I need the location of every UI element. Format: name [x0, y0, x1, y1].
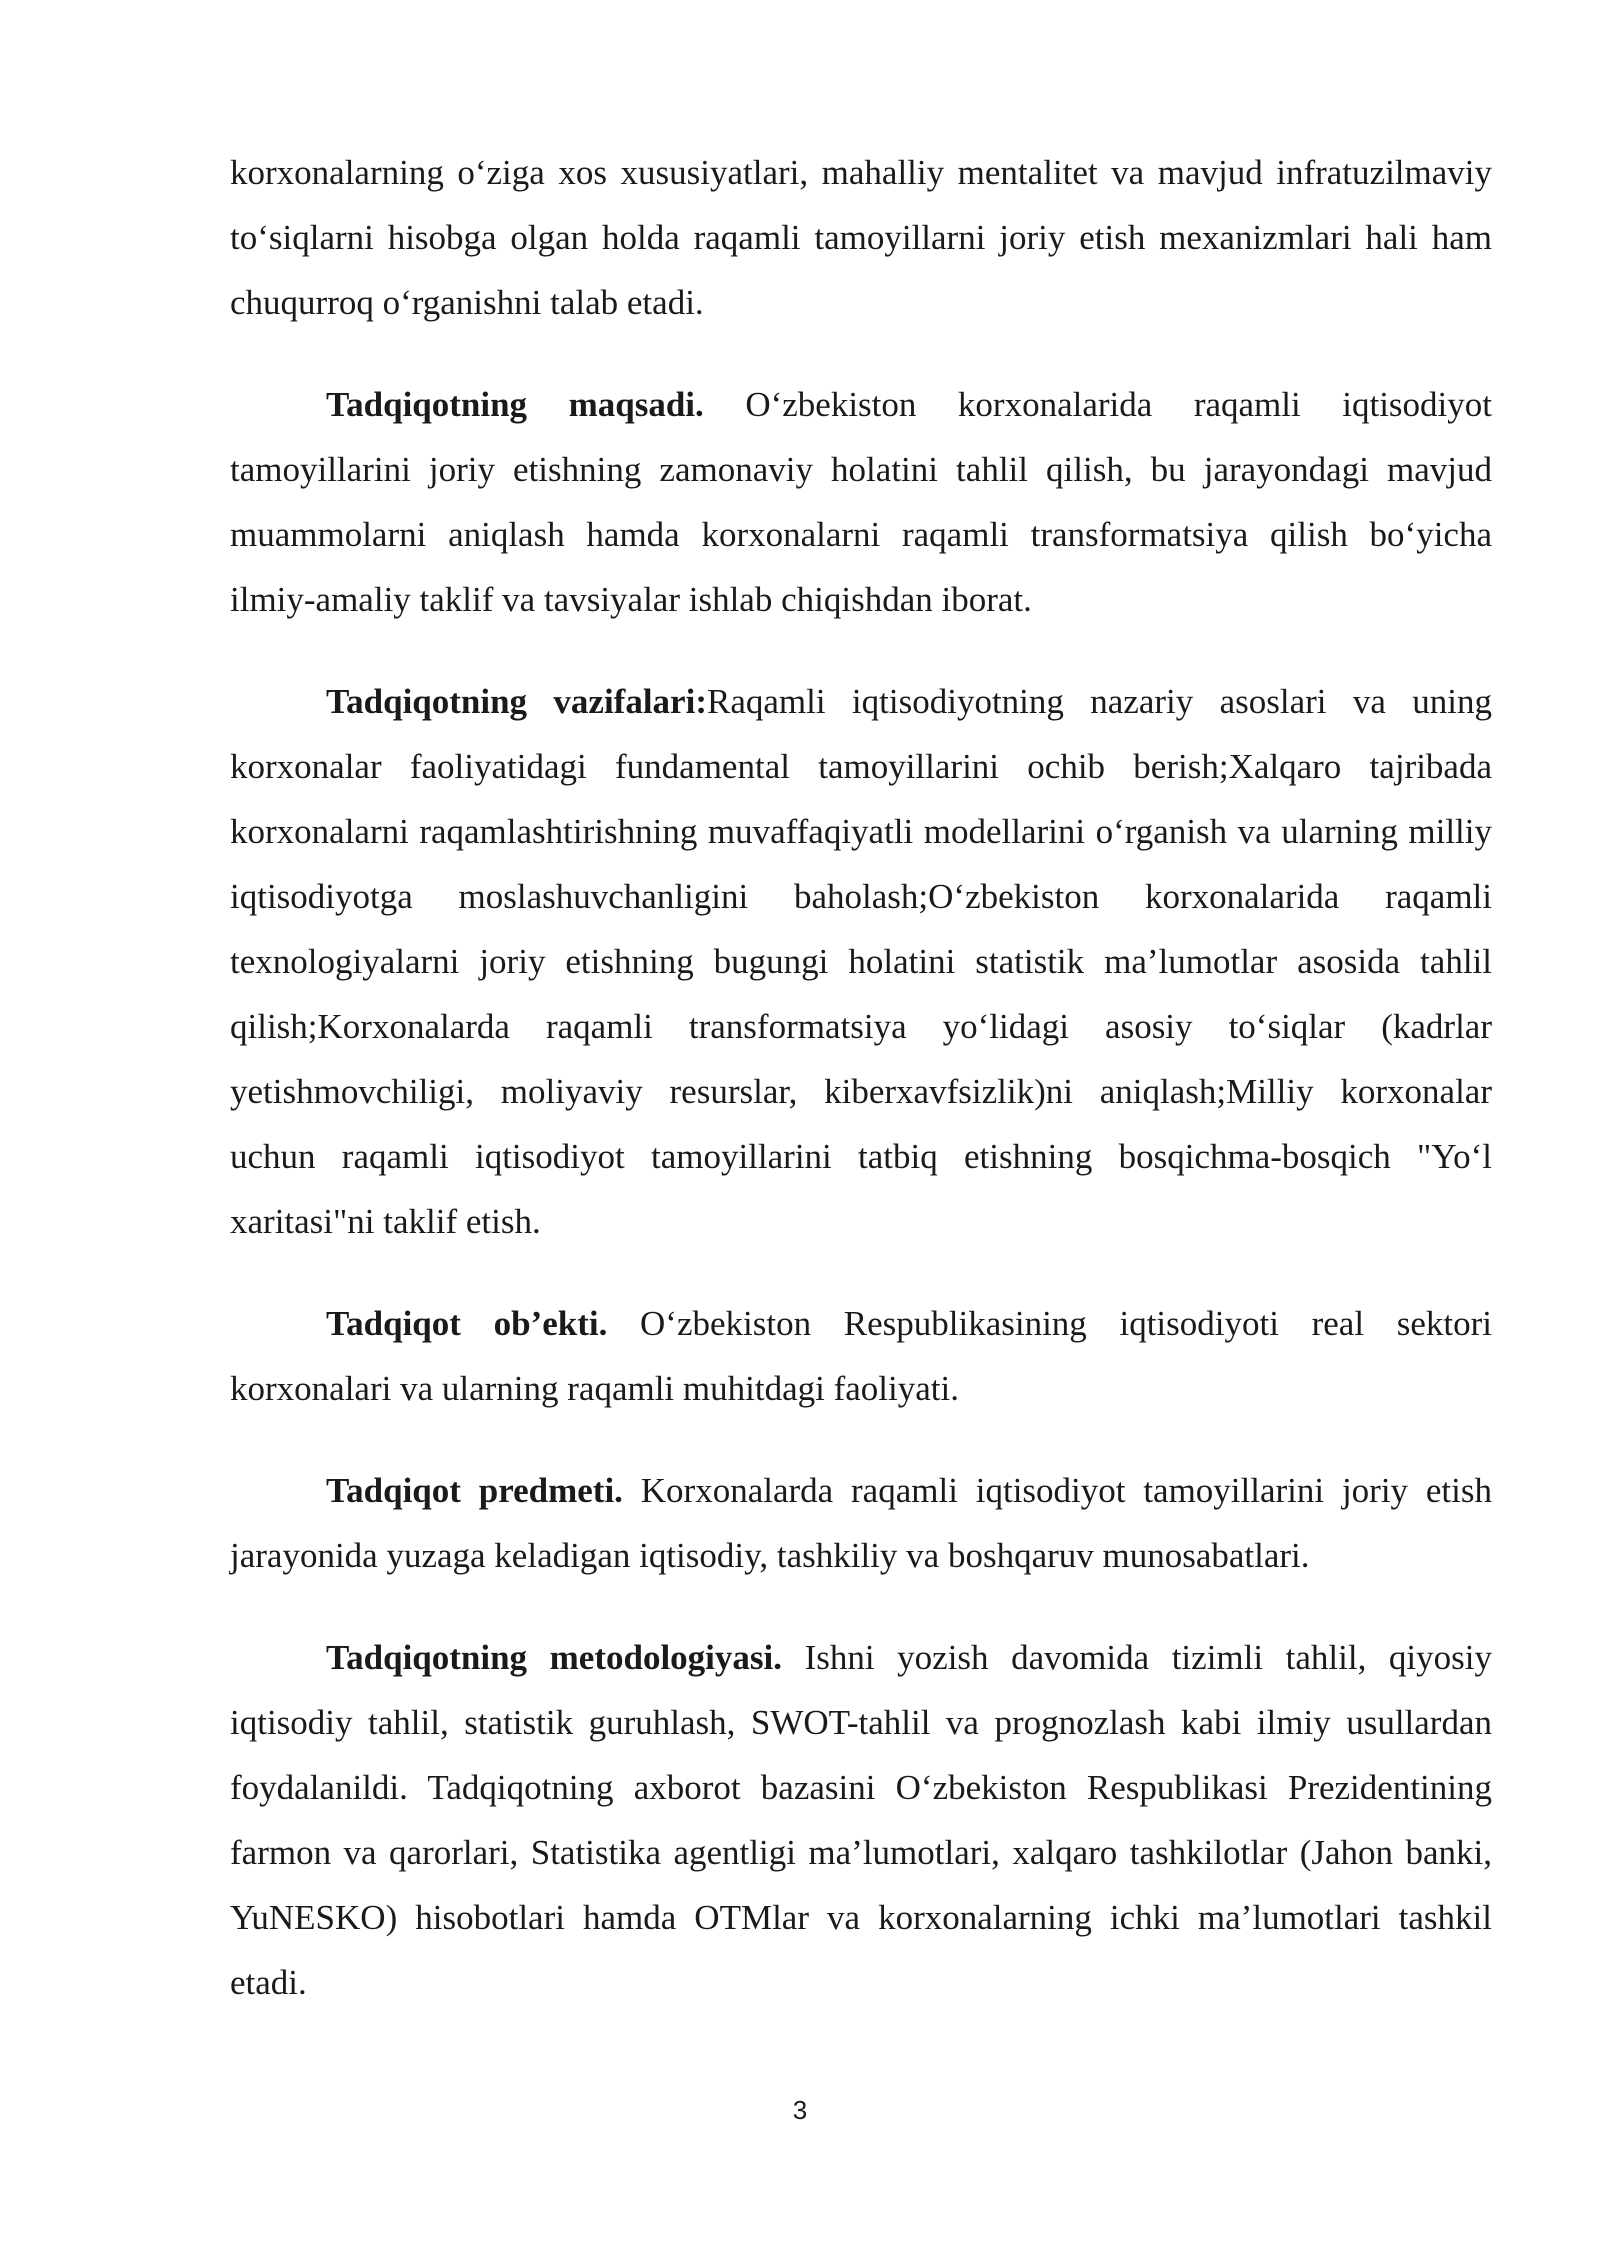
- paragraph-research-object: [230, 1291, 1492, 1421]
- paragraph-text: Korxonalarda raqamli iqtisodiyot tamoyillarini joriy etish jarayonida yuzaga keladigan iqtisodiy, tashkiliy va boshqaruv munosabatlari.: [230, 1471, 1492, 1575]
- paragraph-research-methodology: [230, 1625, 1492, 2015]
- paragraph-text: O‘zbekiston Respublikasining iqtisodiyoti real sektori korxonalari va ularning raqamli muhitdagi faoliyati.: [230, 1304, 1492, 1408]
- paragraph-research-subject: [230, 1458, 1492, 1588]
- document-page: [230, 140, 1492, 2052]
- paragraph-research-tasks: [230, 669, 1492, 1254]
- paragraph-heading: Tadqiqotning maqsadi.: [326, 385, 704, 424]
- paragraph-research-goal: [230, 372, 1492, 632]
- paragraph-text: Raqamli iqtisodiyotning nazariy asoslari va uning korxonalar faoliyatidagi fundamental tamoyillarini ochib berish;Xalqaro tajribada korxonalarni raqamlashtirishning muvaffaqiyatli modellarini o‘rganish va ularning milliy iqtisodiyotga moslashuvchanligini baholash;O‘zbekiston korxonalarida raqamli texnologiyalarni joriy etishning bugungi holatini statistik ma’lumotlar asosida tahlil qilish;Korxonalarda raqamli transformatsiya yo‘lidagi asosiy to‘siqlar (kadrlar yetishmovchiligi, moliyaviy resurslar, kiberxavfsizlik)ni aniqlash;Milliy korxonalar uchun raqamli iqtisodiyot tamoyillarini tatbiq etishning bosqichma-bosqich "Yo‘l xaritasi"ni taklif etish.: [230, 682, 1492, 1241]
- page-number: 3: [792, 2095, 808, 2125]
- paragraph-heading: Tadqiqotning vazifalari:: [326, 682, 707, 721]
- paragraph-heading: Tadqiqot predmeti.: [326, 1471, 623, 1510]
- paragraph-heading: Tadqiqotning metodologiyasi.: [326, 1638, 782, 1677]
- paragraph-heading: Tadqiqot ob’ekti.: [326, 1304, 608, 1343]
- paragraph-text: korxonalarning o‘ziga xos xususiyatlari, mahalliy mentalitet va mavjud infratuzilmaviy to‘siqlarni hisobga olgan holda raqamli tamoyillarni joriy etish mexanizmlari hali ham chuqurroq o‘rganishni talab etadi.: [230, 153, 1492, 322]
- paragraph-intro-continuation: [230, 140, 1492, 335]
- paragraph-text: Ishni yozish davomida tizimli tahlil, qiyosiy iqtisodiy tahlil, statistik guruhlash, SWOT-tahlil va prognozlash kabi ilmiy usullardan foydalanildi. Tadqiqotning axborot bazasini O‘zbekiston Respublikasi Prezidentining farmon va qarorlari, Statistika agentligi ma’lumotlari, xalqaro tashkilotlar (Jahon banki, YuNESKO) hisobotlari hamda OTMlar va korxonalarning ichki ma’lumotlari tashkil etadi.: [230, 1638, 1492, 2002]
- paragraph-text: O‘zbekiston korxonalarida raqamli iqtisodiyot tamoyillarini joriy etishning zamonaviy holatini tahlil qilish, bu jarayondagi mavjud muammolarni aniqlash hamda korxonalarni raqamli transformatsiya qilish bo‘yicha ilmiy-amaliy taklif va tavsiyalar ishlab chiqishdan iborat.: [230, 385, 1492, 619]
